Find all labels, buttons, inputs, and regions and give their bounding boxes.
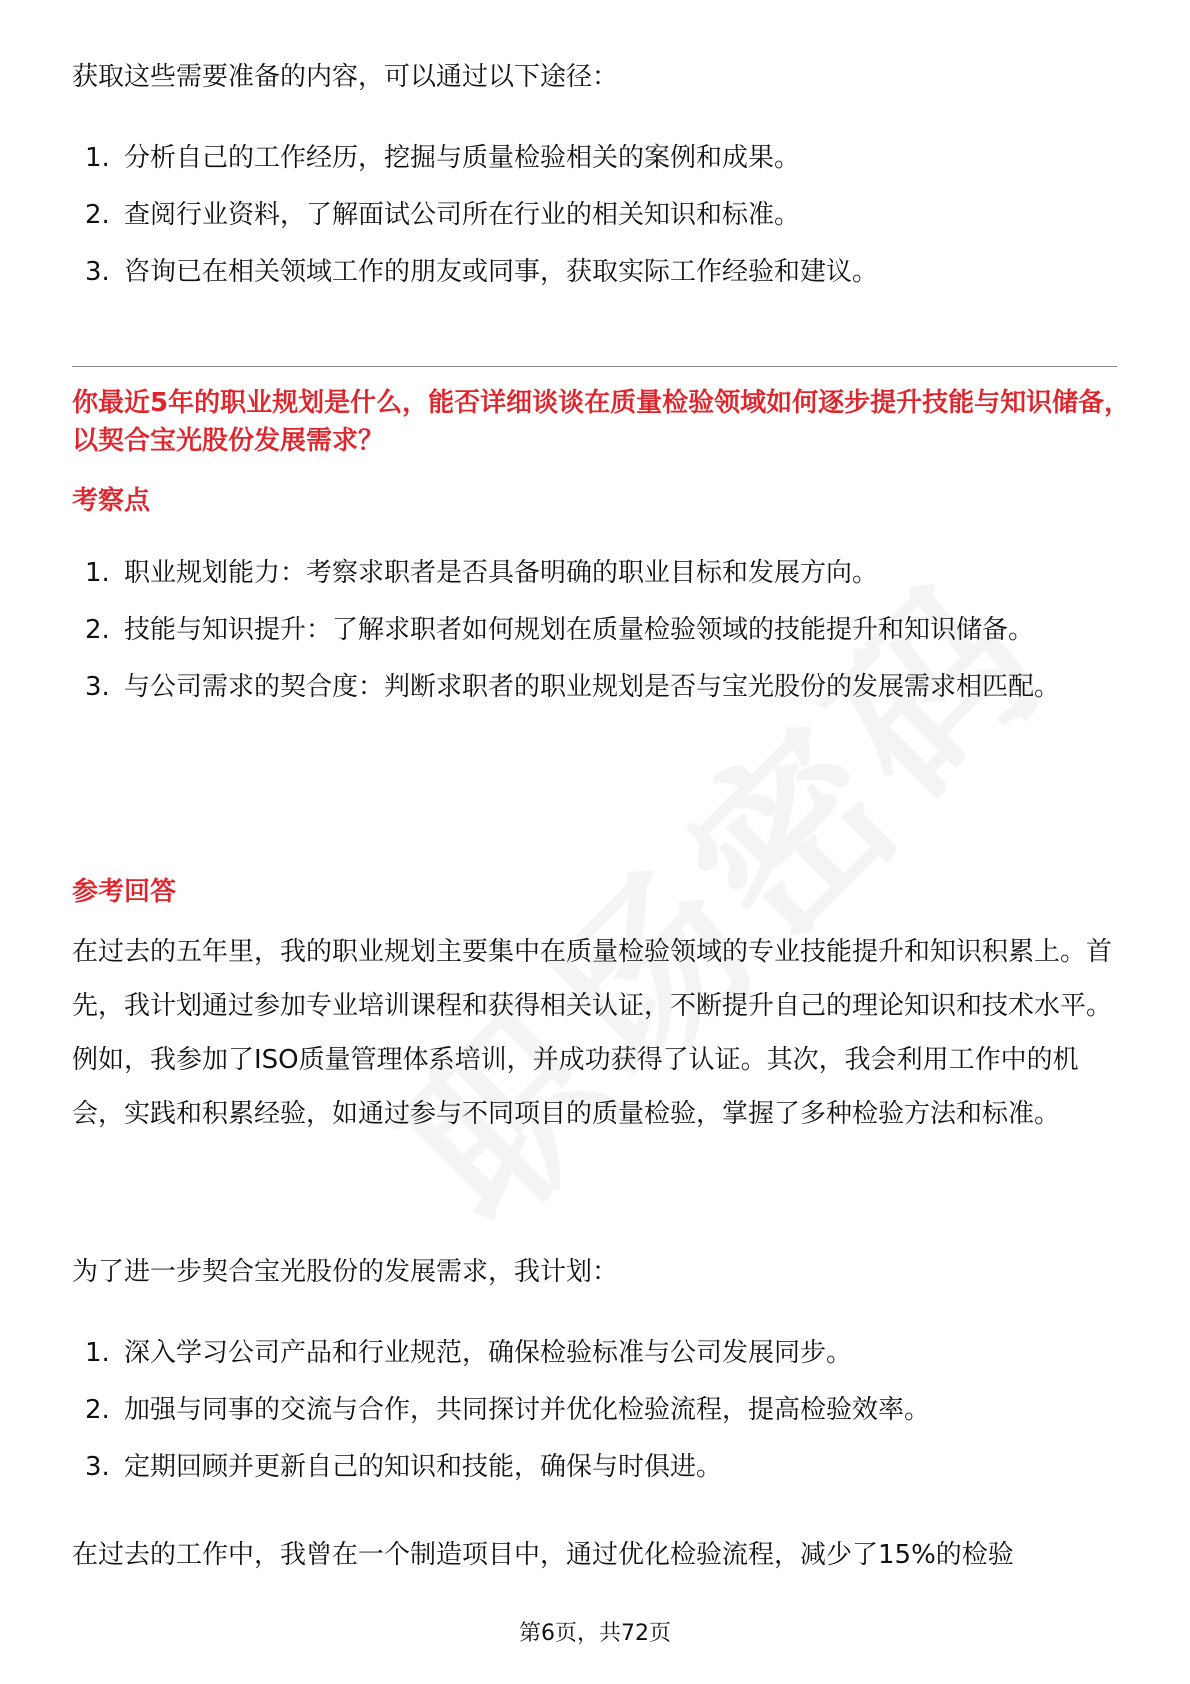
list-item: 2. 加强与同事的交流与合作，共同探讨并优化检验流程，提高检验效率。 [85, 1395, 931, 1425]
plan-list [72, 1326, 1117, 1497]
list-item: 1. 深入学习公司产品和行业规范，确保检验标准与公司发展同步。 [85, 1338, 853, 1368]
list-item: 3. 咨询已在相关领域工作的朋友或同事，获取实际工作经验和建议。 [85, 257, 879, 287]
question-heading: 你最近5年的职业规划是什么，能否详细谈谈在质量检验领域如何逐步提升技能与知识储备，以契合宝光股份发展需求？ [72, 388, 1131, 456]
page-footer: 第6页，共72页 [519, 1621, 671, 1646]
list-item: 2. 技能与知识提升：了解求职者如何规划在质量检验领域的技能提升和知识储备。 [85, 615, 1035, 645]
answer-paragraph: 为了进一步契合宝光股份的发展需求，我计划： [72, 1257, 619, 1287]
intro-text: 获取这些需要准备的内容，可以通过以下途径： [72, 62, 619, 92]
focus-heading: 考察点 [72, 486, 151, 516]
list-item: 3. 定期回顾并更新自己的知识和技能，确保与时俱进。 [85, 1452, 723, 1482]
list-item: 1. 职业规划能力：考察求职者是否具备明确的职业目标和发展方向。 [85, 558, 879, 588]
list-item: 2. 查阅行业资料，了解面试公司所在行业的相关知识和标准。 [85, 200, 801, 230]
answer-paragraph: 在过去的工作中，我曾在一个制造项目中，通过优化检验流程，减少了15%的检验 [72, 1540, 1014, 1570]
answer-paragraph: 在过去的五年里，我的职业规划主要集中在质量检验领域的专业技能提升和知识积累上。首先，我计划通过参加专业培训课程和获得相关认证，不断提升自己的理论知识和技术水平。例如，我参加了ISO质量管理体系培训，并成功获得了认证。其次，我会利用工作中的机会，实践和积累经验，如通过参与不同项目的质量检验，掌握了多种检验方法和标准。 [72, 937, 1113, 1129]
focus-list [72, 546, 1117, 717]
list-item: 1. 分析自己的工作经历，挖掘与质量检验相关的案例和成果。 [85, 143, 801, 173]
intro-list [72, 131, 1117, 302]
answer-heading: 参考回答 [72, 877, 177, 907]
section-divider [72, 366, 1117, 367]
list-item: 3. 与公司需求的契合度：判断求职者的职业规划是否与宝光股份的发展需求相匹配。 [85, 672, 1061, 702]
